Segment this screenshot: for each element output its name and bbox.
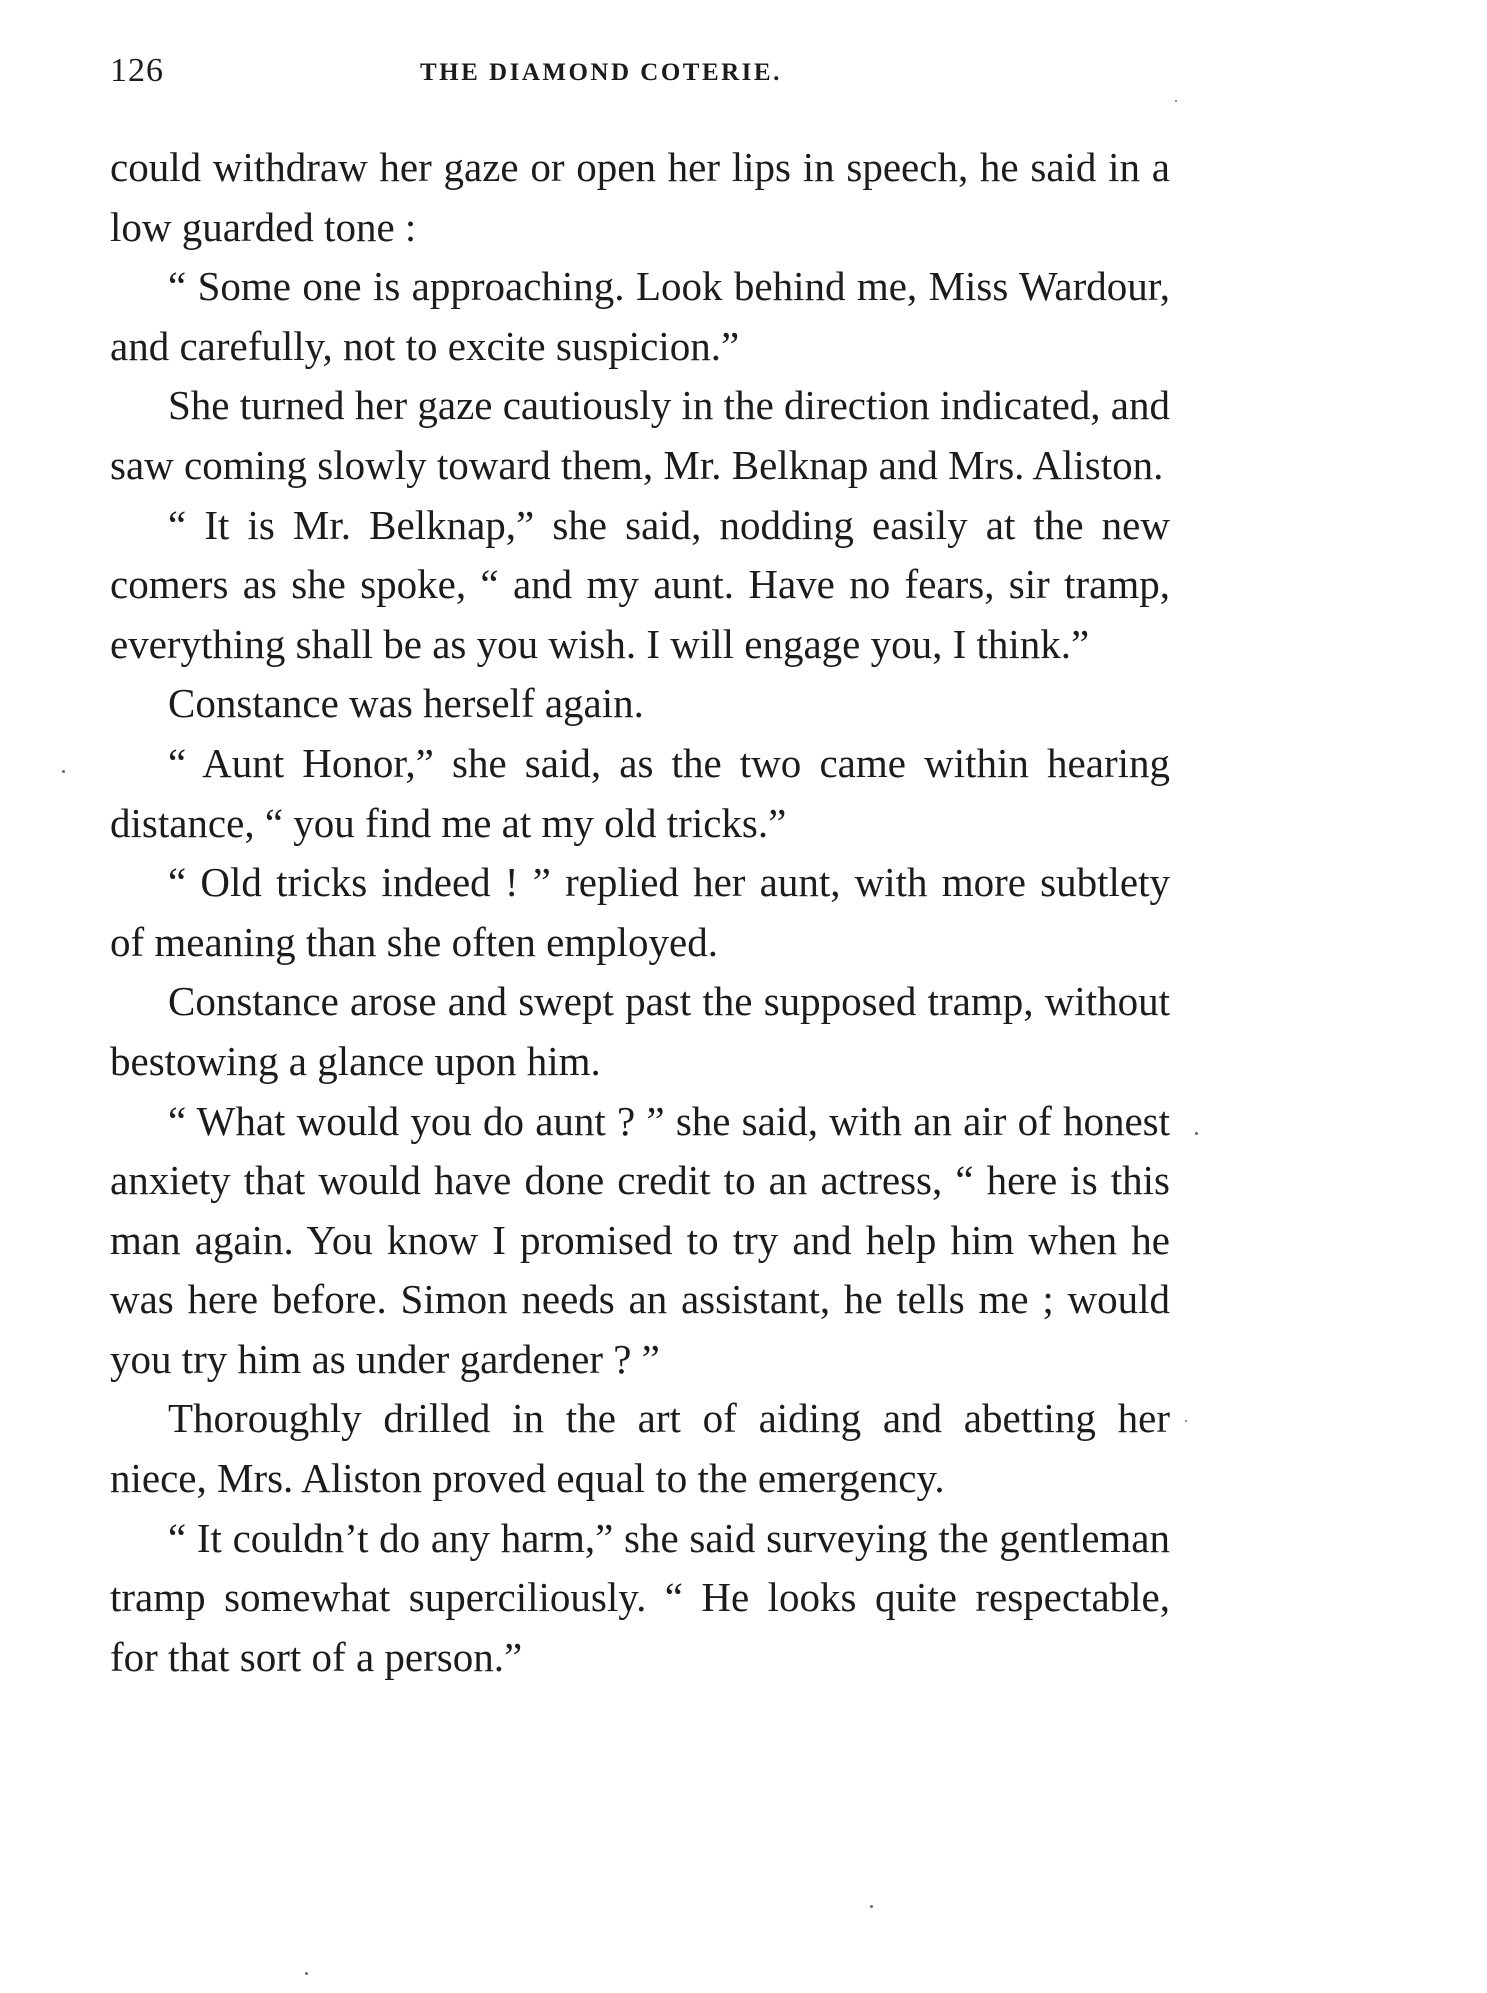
paragraph: “ What would you do aunt ? ” she said, with an air of honest anxiety that would have done credit to an actress, “ here is this man again. You know I promised to try and help him when he was here before. Simon needs an assistant, he tells me ; would you try him as under gardener ? ” [110,1097,1170,1382]
scan-speck [1175,100,1177,102]
paragraph: She turned her gaze cautiously in the direction indicated, and saw coming slowly toward them, Mr. Belknap and Mrs. Aliston. [110,382,1170,488]
body-text [110,138,1170,1687]
paragraph: could withdraw her gaze or open her lips in speech, he said in a low guarded tone : [110,144,1170,250]
paragraph: “ It couldn’t do any harm,” she said surveying the gentleman tramp somewhat superciliously. “ He looks quite respectable, for that sort of a person.” [110,1514,1170,1680]
paragraph: Constance arose and swept past the supposed tramp, without bestowing a glance upon him. [110,978,1170,1084]
paragraph: “ Some one is approaching. Look behind me, Miss Wardour, and carefully, not to excite suspicion.” [110,263,1170,369]
page-number: 126 [110,52,164,89]
paragraph: “ Aunt Honor,” she said, as the two came within hearing distance, “ you find me at my old tricks.” [110,739,1170,846]
scan-speck [1185,1420,1187,1422]
running-header [110,52,1170,102]
paragraph: “ Old tricks indeed ! ” replied her aunt, with more subtlety of meaning than she often employed. [110,859,1170,965]
scan-speck [870,1905,873,1908]
scan-speck [305,1972,308,1975]
running-title: THE DIAMOND COTERIE. [420,59,782,86]
paragraph: “ It is Mr. Belknap,” she said, nodding easily at the new comers as she spoke, “ and my aunt. Have no fears, sir tramp, everything shall be as you wish. I will engage you, I think.” [110,501,1170,667]
scan-speck [62,770,65,773]
paragraph: Constance was herself again. [168,680,644,727]
scan-speck [1195,1132,1198,1135]
paragraph: Thoroughly drilled in the art of aiding and abetting her niece, Mrs. Aliston proved equal to the emergency. [110,1395,1170,1502]
